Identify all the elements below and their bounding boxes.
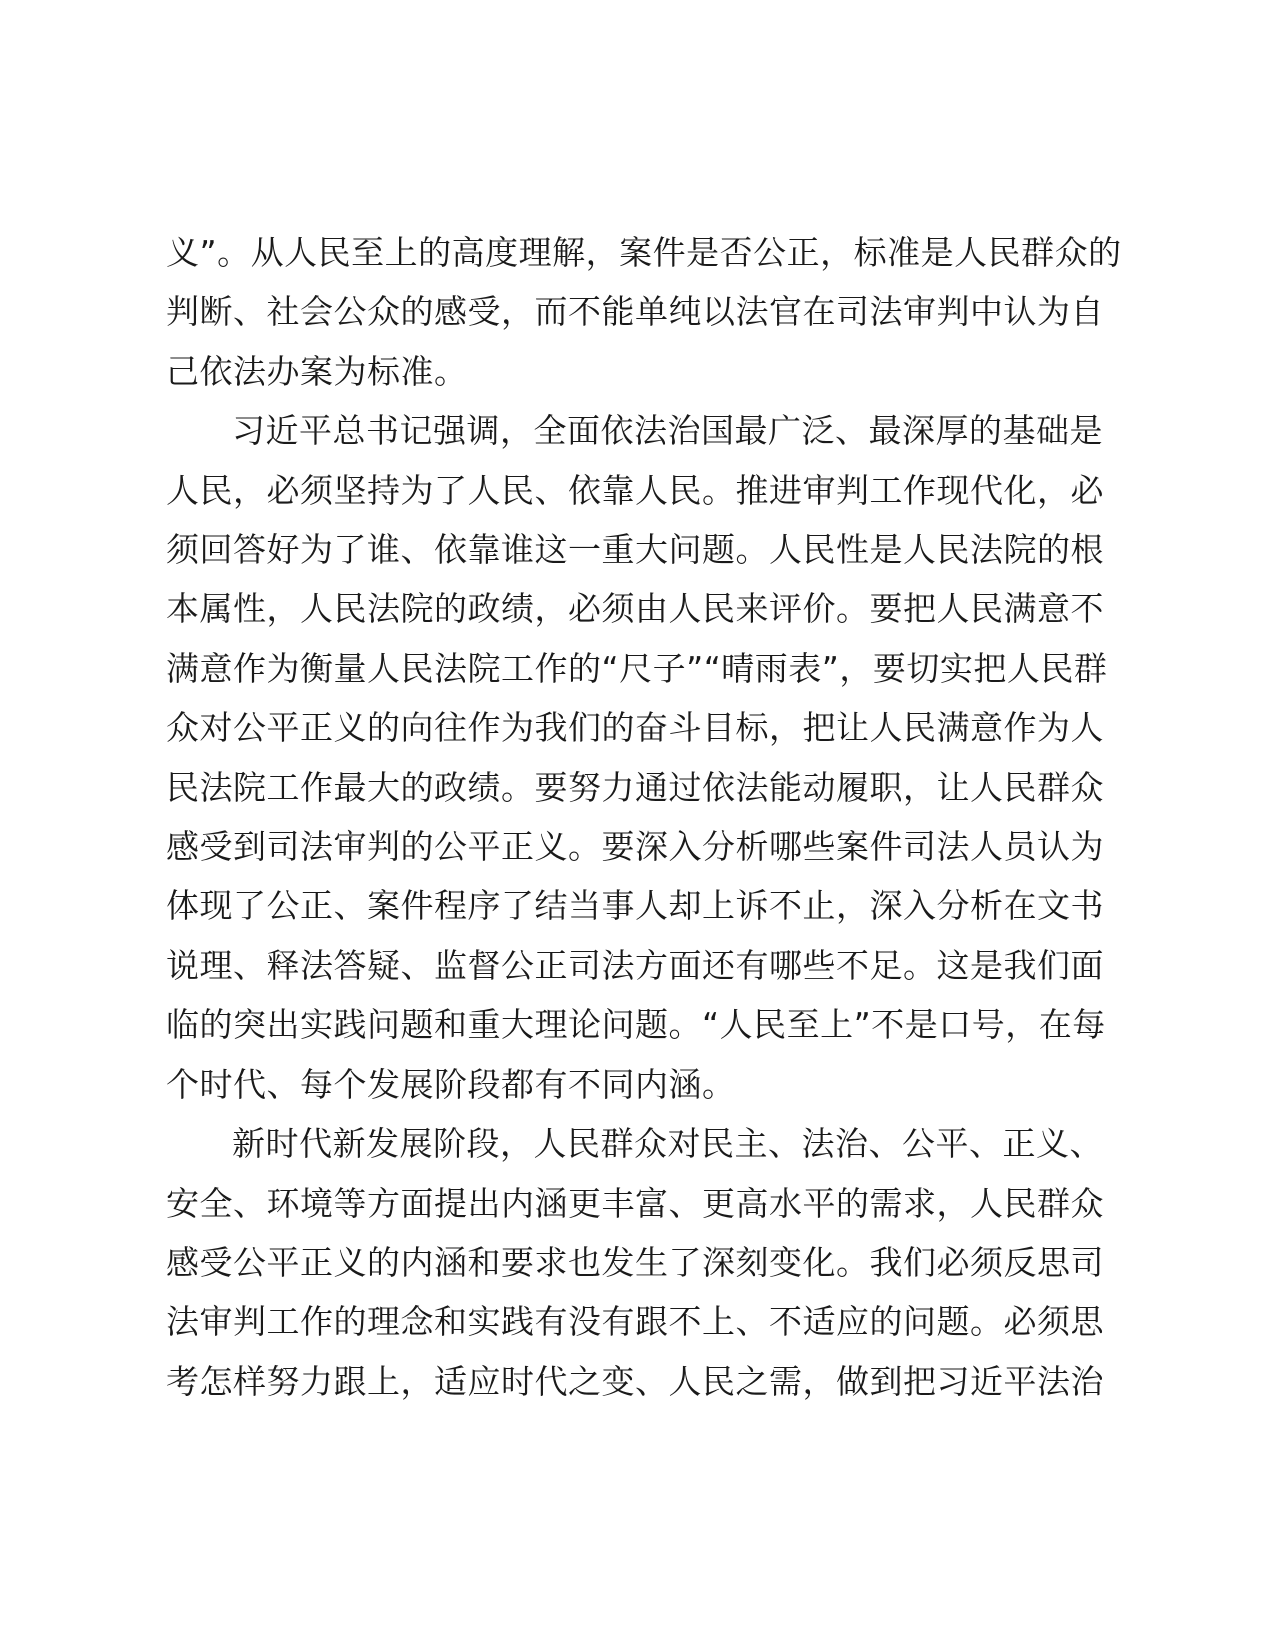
paragraph-3 <box>166 1114 1106 1411</box>
text-line: 民法院工作最大的政绩。要努力通过依法能动履职，让人民群众 <box>166 767 1104 807</box>
paragraph-1 <box>166 223 1122 401</box>
text-line: 满意作为衡量人民法院工作的“尺子”“晴雨表”，要切实把人民群 <box>166 648 1108 688</box>
text-line: 本属性，人民法院的政绩，必须由人民来评价。要把人民满意不 <box>166 589 1104 629</box>
document-body <box>166 223 1122 1411</box>
text-line: 众对公平正义的向往作为我们的奋斗目标，把让人民满意作为人 <box>166 708 1104 748</box>
text-line: 临的突出实践问题和重大理论问题。“人民至上”不是口号，在每 <box>166 1005 1106 1045</box>
text-line: 判断、社会公众的感受，而不能单纯以法官在司法审判中认为自 <box>166 292 1104 332</box>
text-line: 习近平总书记强调，全面依法治国最广泛、最深厚的基础是 <box>232 411 1103 451</box>
text-line: 须回答好为了谁、依靠谁这一重大问题。人民性是人民法院的根 <box>166 530 1104 570</box>
text-line: 法审判工作的理念和实践有没有跟不上、不适应的问题。必须思 <box>166 1302 1104 1342</box>
text-line: 体现了公正、案件程序了结当事人却上诉不止，深入分析在文书 <box>166 886 1104 926</box>
text-line: 人民，必须坚持为了人民、依靠人民。推进审判工作现代化，必 <box>166 470 1104 510</box>
paragraph-2 <box>166 401 1106 1114</box>
text-line: 新时代新发展阶段，人民群众对民主、法治、公平、正义、 <box>232 1124 1103 1164</box>
text-line: 说理、释法答疑、监督公正司法方面还有哪些不足。这是我们面 <box>166 945 1104 985</box>
text-line: 己依法办案为标准。 <box>166 351 468 391</box>
text-line: 考怎样努力跟上，适应时代之变、人民之需，做到把习近平法治 <box>166 1361 1104 1401</box>
text-line: 感受到司法审判的公平正义。要深入分析哪些案件司法人员认为 <box>166 827 1104 867</box>
text-line: 个时代、每个发展阶段都有不同内涵。 <box>166 1064 736 1104</box>
text-line: 安全、环境等方面提出内涵更丰富、更高水平的需求，人民群众 <box>166 1183 1104 1223</box>
text-line: 感受公平正义的内涵和要求也发生了深刻变化。我们必须反思司 <box>166 1242 1104 1282</box>
text-line: 义”。从人民至上的高度理解，案件是否公正，标准是人民群众的 <box>166 233 1122 272</box>
